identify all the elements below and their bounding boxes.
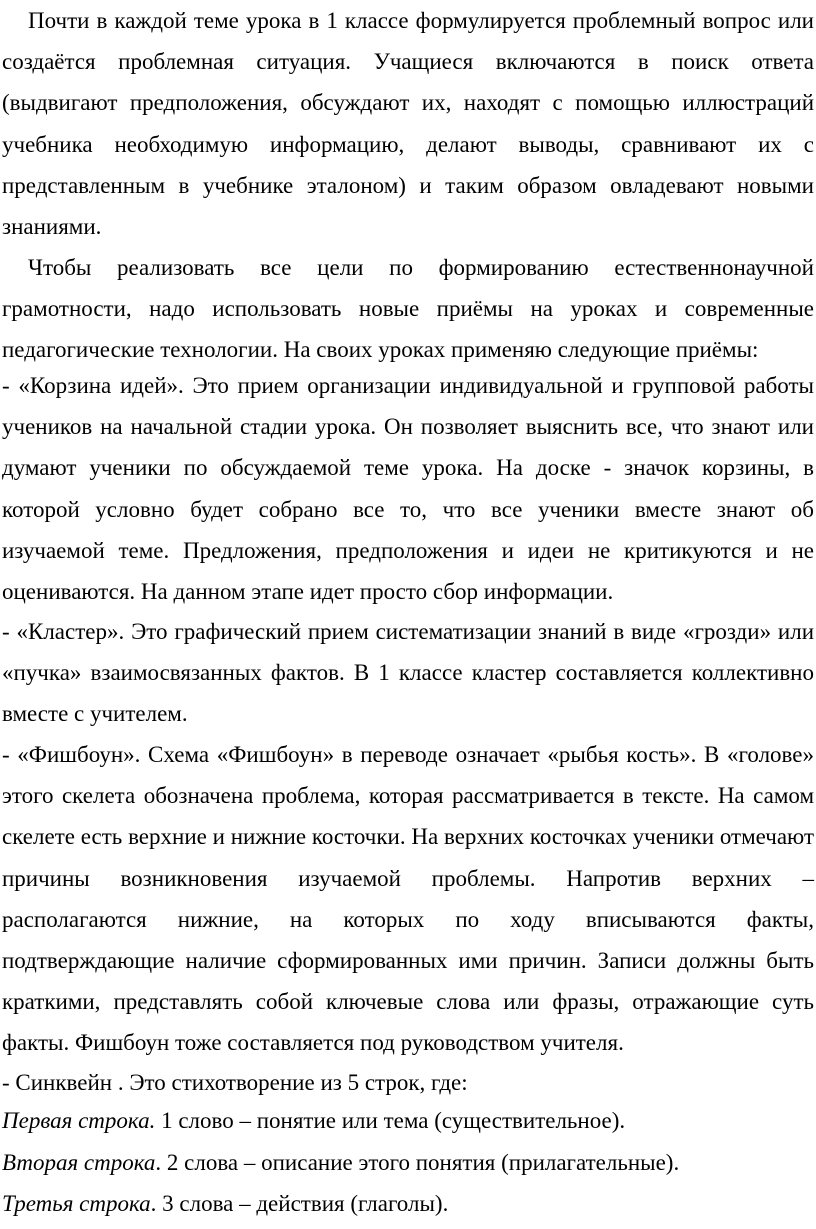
paragraph-idea-basket: - «Корзина идей». Это прием организации индивидуальной и групповой работы учеников на начальной стадии урока. Он позволяет выяснить все, что знают или думают ученики по обсуждаемой теме урока. На доске - значок корзины, в которой условно будет собрано все то, что все ученики вместе знают об изучаемой теме. Предложения, предположения и идеи не критикуются и не оцениваются. На данном этапе идет просто сбор информации.: [2, 373, 814, 605]
line-text: 1 слово – понятие или тема (существительное).: [155, 1108, 626, 1133]
line-label: Третья строка: [2, 1191, 151, 1216]
cinquain-line-1: [2, 1100, 625, 1141]
line-text: . 3 слова – действия (глаголы).: [150, 1191, 449, 1216]
paragraph-cinquain: - Синквейн . Это стихотворение из 5 строк, где:: [2, 1070, 468, 1095]
line-text: . 2 слова – описание этого понятия (прилагательные).: [155, 1150, 680, 1175]
paragraph-goals: Чтобы реализовать все цели по формированию естественнонаучной грамотности, надо использовать новые приёмы на уроках и современные педагогические технологии. На своих уроках применяю следующие приёмы:: [2, 255, 814, 363]
cinquain-line-2: [2, 1142, 679, 1183]
line-label: Первая строка.: [2, 1108, 156, 1133]
paragraph-fishbone: - «Фишбоун». Схема «Фишбоун» в переводе означает «рыбья кость». В «голове» этого скелета обозначена проблема, которая рассматривается в тексте. На самом скелете есть верхние и нижние косточки. На верхних косточках ученики отмечают причины возникновения изучаемой проблемы. Напротив верхних – располагаются нижние, на которых по ходу вписываются факты, подтверждающие наличие сформированных ими причин. Записи должны быть краткими, представлять собой ключевые слова или фразы, отражающие суть факты. Фишбоун тоже составляется под руководством учителя.: [2, 742, 814, 1056]
paragraph-cluster: - «Кластер». Это графический прием систематизации знаний в виде «грозди» или «пучка» взаимосвязанных фактов. В 1 классе кластер составляется коллективно вместе с учителем.: [2, 619, 814, 727]
line-label: Вторая строка: [2, 1150, 156, 1175]
cinquain-line-3: [2, 1183, 448, 1224]
paragraph-problem-question: Почти в каждой теме урока в 1 классе формулируется проблемный вопрос или создаётся проблемная ситуация. Учащиеся включаются в поиск ответа (выдвигают предположения, обсуждают их, находят с помощью иллюстраций учебника необходимую информацию, делают выводы, сравнивают их с представленным в учебнике эталоном) и таким образом овладевают новыми знаниями.: [2, 8, 814, 240]
